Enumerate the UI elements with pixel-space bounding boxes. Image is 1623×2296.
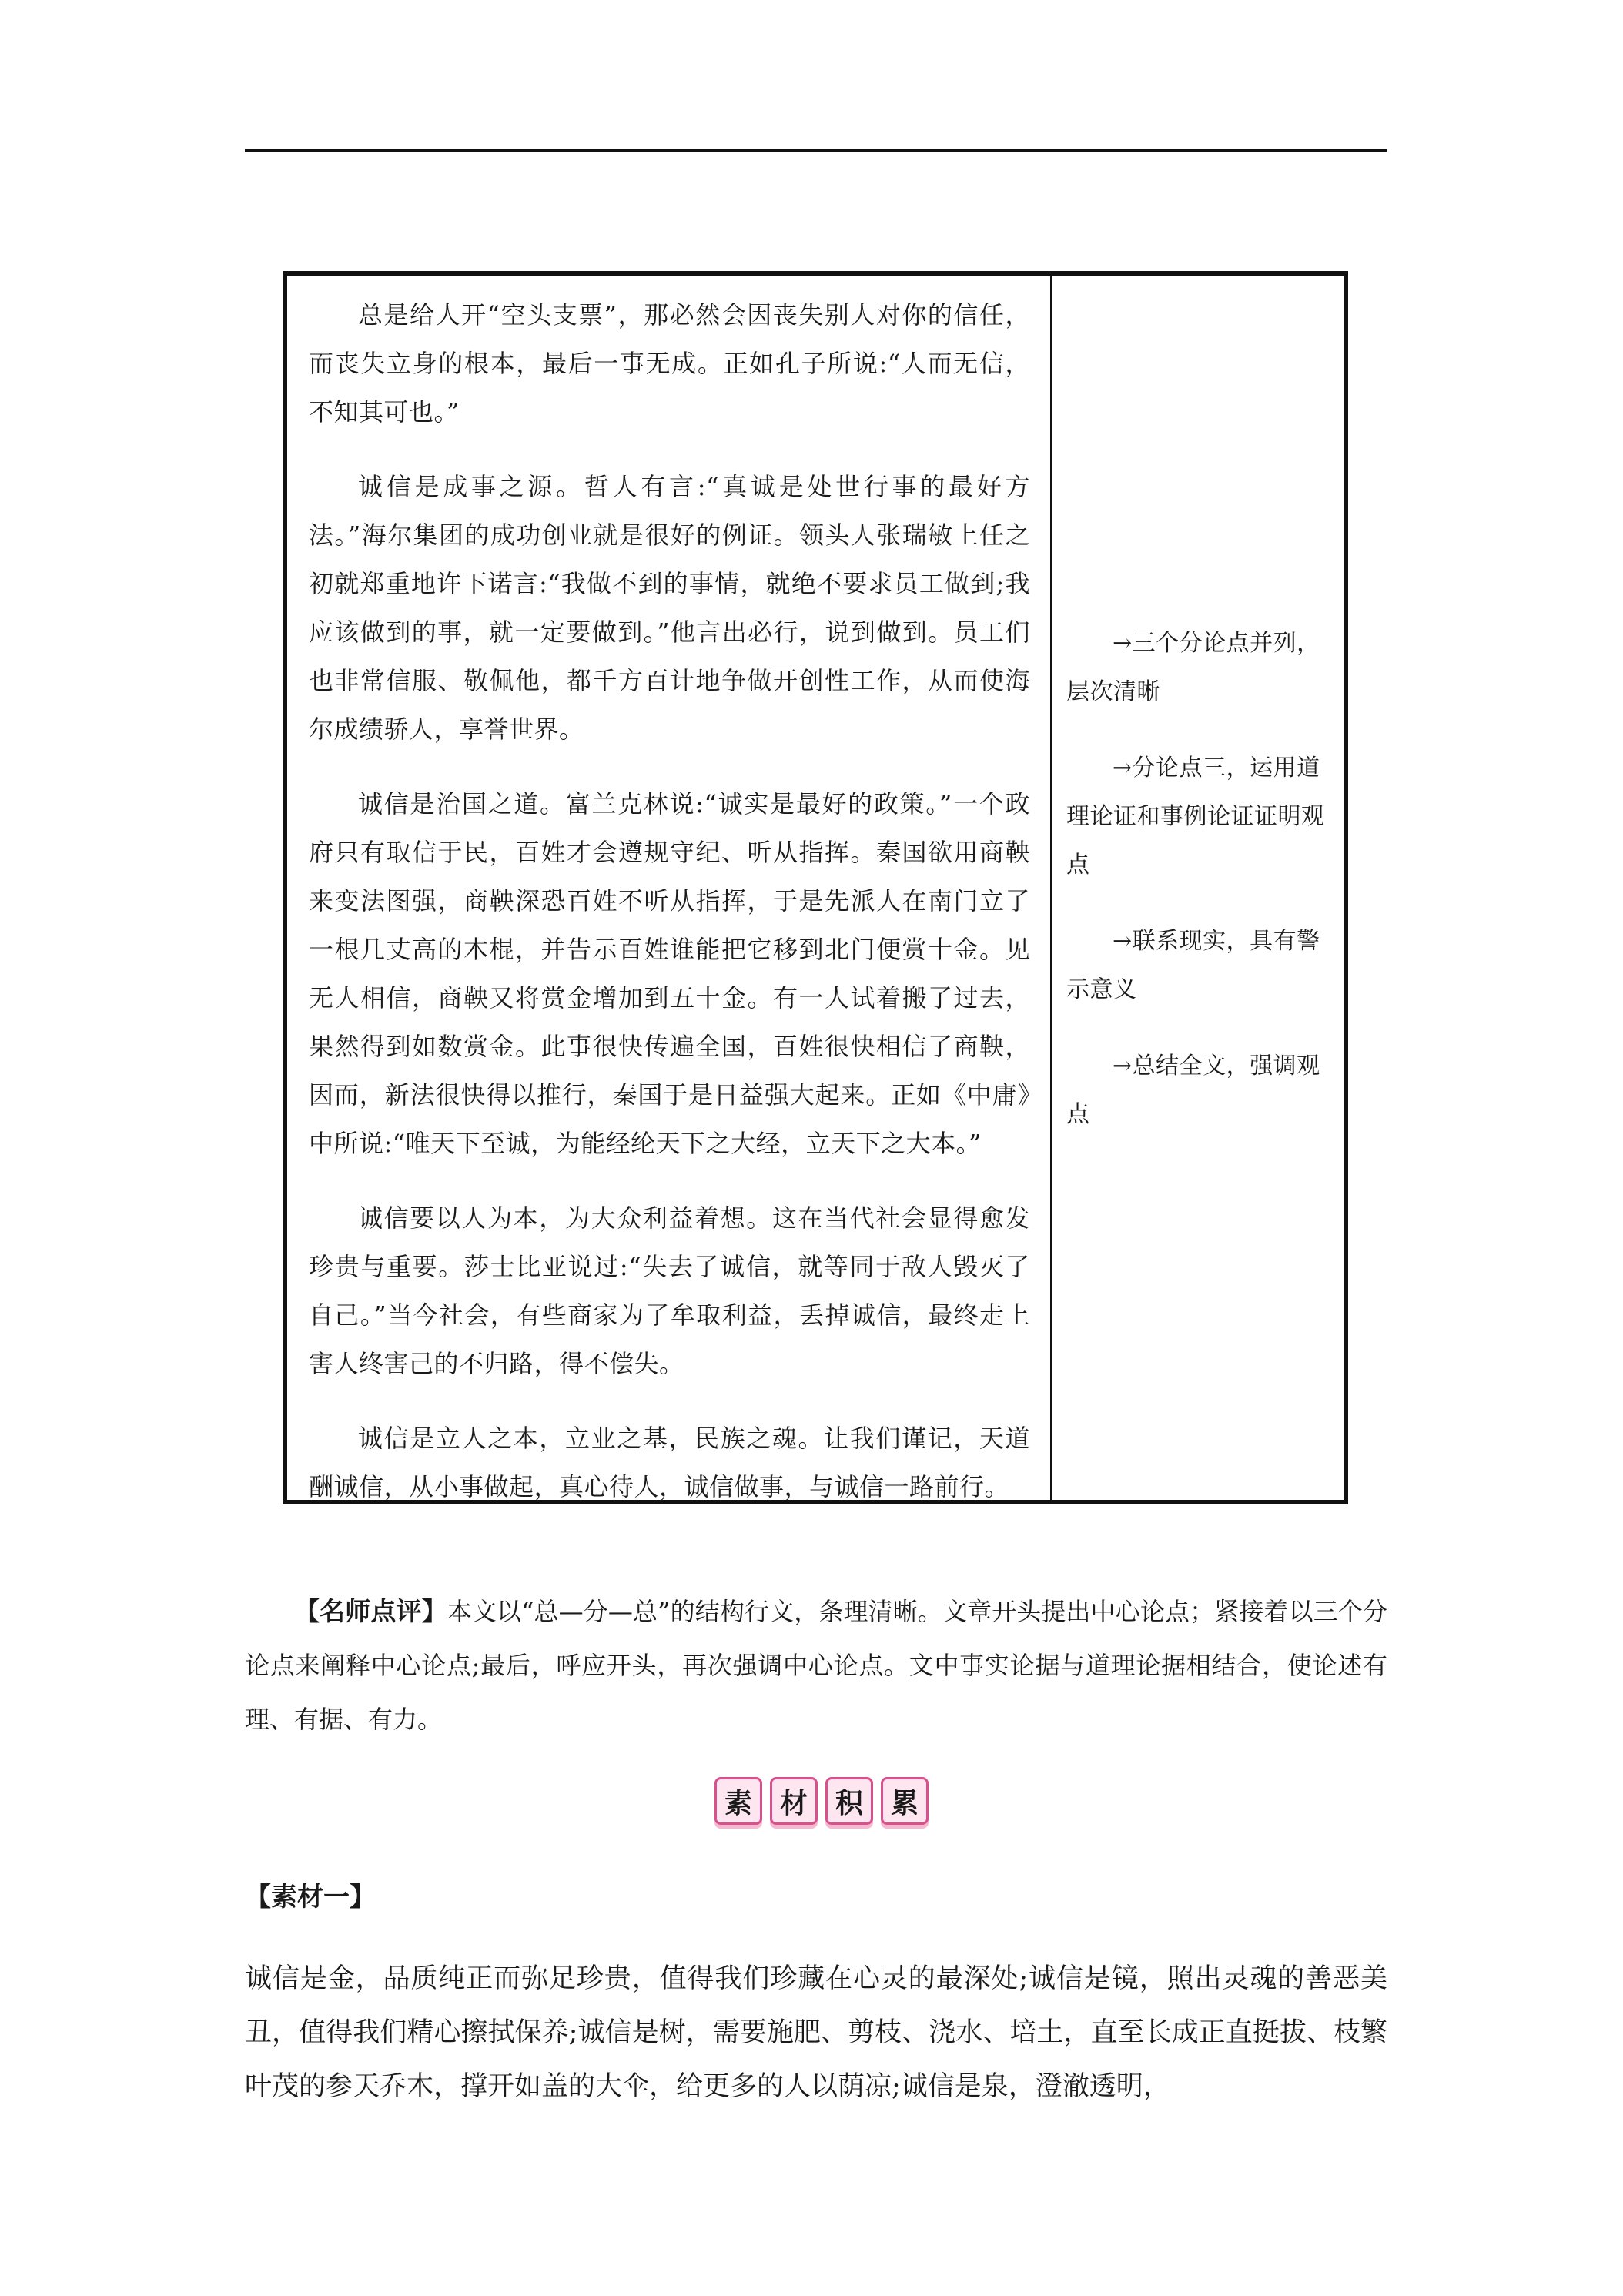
annotation-1: →三个分论点并列，层次清晰 xyxy=(1066,630,1320,705)
essay-paragraph-5: 诚信是立人之本，立业之基，民族之魂。让我们谨记，天道酬诚信，从小事做起，真心待人，诚信做事，与诚信一路前行。 xyxy=(309,1424,1030,1501)
essay-annotation-table xyxy=(283,271,1348,1504)
annotation-column xyxy=(1052,276,1344,1500)
section-badge-char: 素 xyxy=(714,1777,762,1825)
section-badge-char: 累 xyxy=(881,1777,929,1825)
essay-paragraph-3: 诚信是治国之道。富兰克林说:“诚实是最好的政策。”一个政府只有取信于民，百姓才会遵规守纪、听从指挥。秦国欲用商鞅来变法图强，商鞅深恐百姓不听从指挥，于是先派人在南门立了一根几丈高的木棍，并告示百姓谁能把它移到北门便赏十金。见无人相信，商鞅又将赏金增加到五十金。有一人试着搬了过去，果然得到如数赏金。此事很快传遍全国，百姓很快相信了商鞅，因而，新法很快得以推行，秦国于是日益强大起来。正如《中庸》中所说:“唯天下至诚，为能经纶天下之大经，立天下之大本。” xyxy=(309,789,1030,1158)
annotation-4: →总结全文，强调观点 xyxy=(1066,1053,1320,1128)
material-title: 【素材一】 xyxy=(245,1882,376,1913)
review-text: 本文以“总—分—总”的结构行文，条理清晰。文章开头提出中心论点；紧接着以三个分论点来阐释中心论点;最后，呼应开头，再次强调中心论点。文中事实论据与道理论据相结合，使论述有理、有据、有力。 xyxy=(245,1597,1387,1734)
section-heading-material-accumulation xyxy=(714,1777,929,1825)
section-badge-char: 材 xyxy=(770,1777,818,1825)
essay-text-column xyxy=(287,276,1052,1500)
essay-paragraph-2: 诚信是成事之源。哲人有言:“真诚是处世行事的最好方法。”海尔集团的成功创业就是很好的例证。领头人张瑞敏上任之初就郑重地许下诺言:“我做不到的事情，就绝不要求员工做到;我应该做到的事，就一定要做到。”他言出必行，说到做到。员工们也非常信服、敬佩他，都千方百计地争做开创性工作，从而使海尔成绩骄人，享誉世界。 xyxy=(309,472,1030,744)
annotation-3: →联系现实，具有警示意义 xyxy=(1066,928,1320,1003)
essay-paragraph-1: 总是给人开“空头支票”，那必然会因丧失别人对你的信任，而丧失立身的根本，最后一事无成。正如孔子所说:“人而无信，不知其可也。” xyxy=(309,300,1030,427)
review-tag: 【名师点评】 xyxy=(294,1596,447,1626)
essay-paragraph-4: 诚信要以人为本，为大众利益着想。这在当代社会显得愈发珍贵与重要。莎士比亚说过:“失去了诚信，就等同于敌人毁灭了自己。”当今社会，有些商家为了牟取利益，丢掉诚信，最终走上害人终害己的不归路，得不偿失。 xyxy=(309,1203,1030,1378)
section-badge-char: 积 xyxy=(825,1777,873,1825)
annotation-2: →分论点三，运用道理论证和事例论证证明观点 xyxy=(1066,755,1325,879)
teacher-review xyxy=(245,1585,1387,1746)
header-rule xyxy=(245,149,1387,152)
material-body: 诚信是金，品质纯正而弥足珍贵，值得我们珍藏在心灵的最深处;诚信是镜，照出灵魂的善恶美丑，值得我们精心擦拭保养;诚信是树，需要施肥、剪枝、浇水、培土，直至长成正直挺拔、枝繁叶茂的参天乔木，撑开如盖的大伞，给更多的人以荫凉;诚信是泉，澄澈透明， xyxy=(245,1963,1387,2102)
